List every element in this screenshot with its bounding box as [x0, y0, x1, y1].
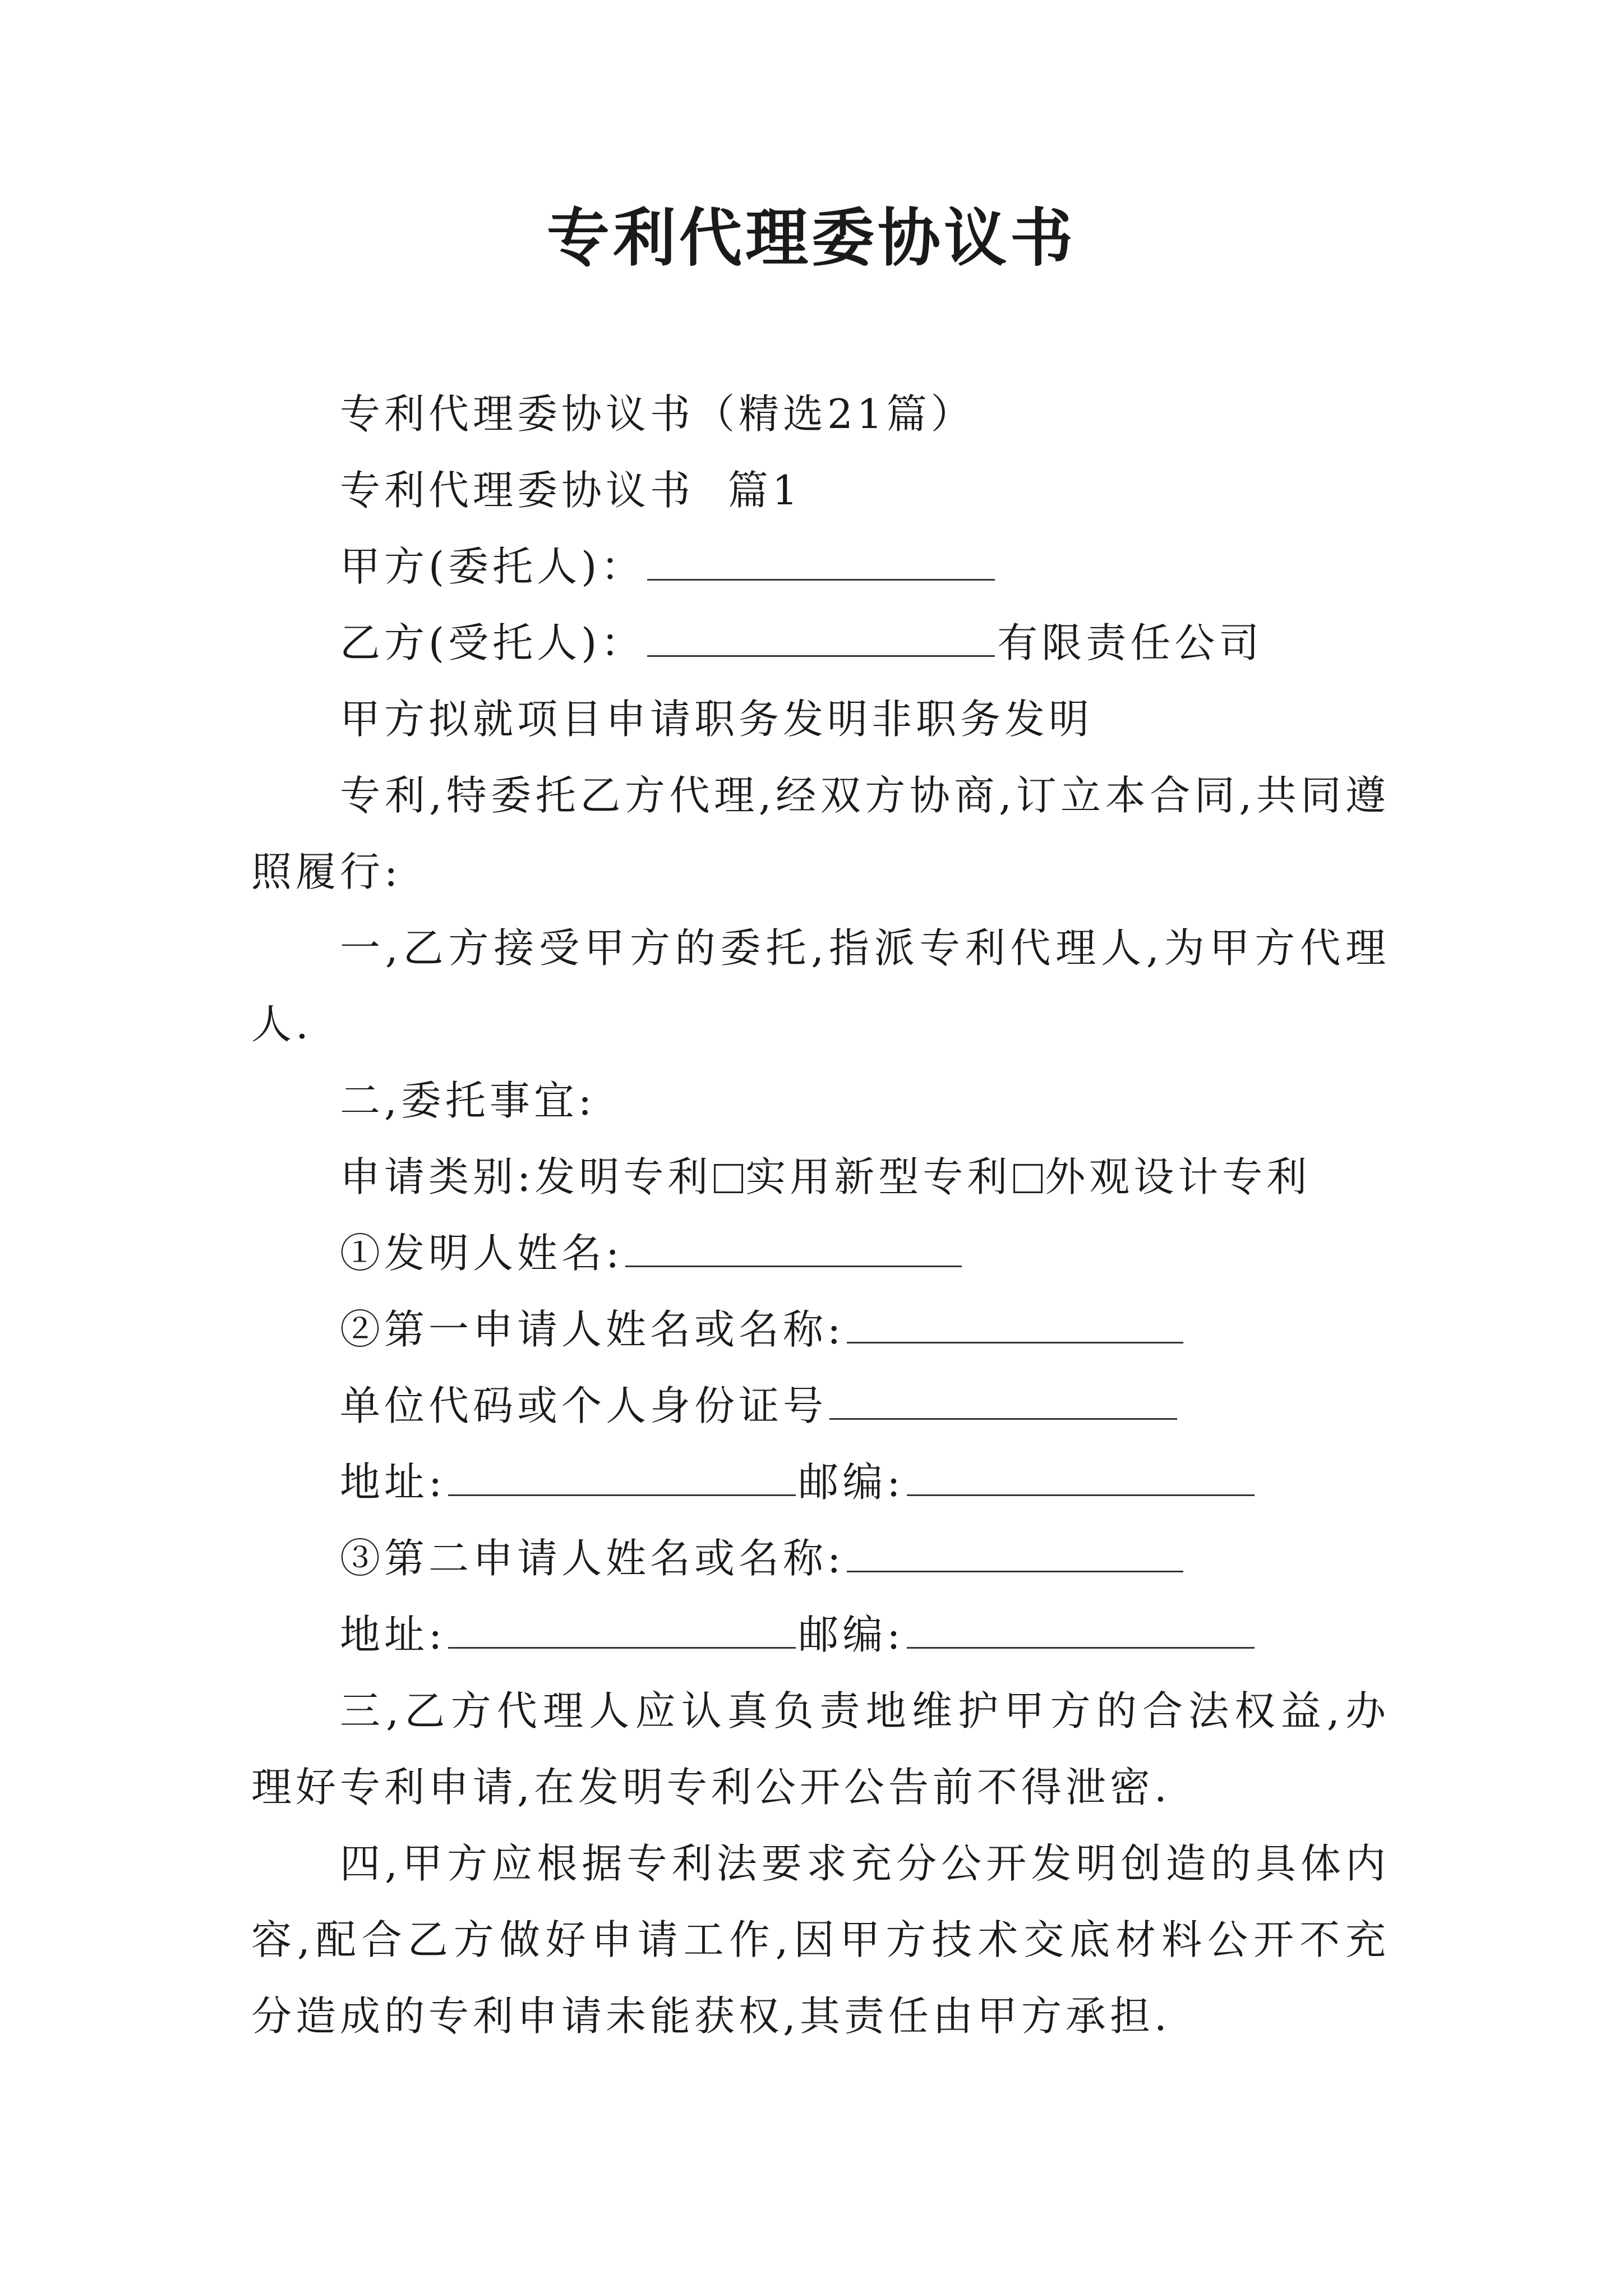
party-a-blank: [647, 545, 995, 581]
category-line: [251, 1139, 1390, 1215]
clause-2-title: 二,委托事宜:: [340, 1077, 596, 1124]
clause-3: 三,乙方代理人应认真负责地维护甲方的合法权益,办理好专利申请,在发明专利公开公告前不得泄密.: [251, 1687, 1390, 1811]
address-line-1: [251, 1444, 1390, 1520]
party-a-label: 甲方(委托人)：: [340, 543, 645, 590]
checkbox-invention: [714, 1164, 743, 1193]
category-option-design: 外观设计专利: [1045, 1153, 1311, 1200]
inventor-blank: [625, 1232, 962, 1267]
party-b-label: 乙方(受托人)：: [340, 619, 645, 666]
category-label: 申请类别:发明专利: [340, 1153, 712, 1200]
applicant-1-blank: [847, 1308, 1183, 1343]
postcode-blank: [907, 1613, 1255, 1649]
intro-line: 甲方拟就项目申请职务发明非职务发明: [340, 696, 1094, 743]
applicant-2-blank: [847, 1537, 1183, 1572]
id-line: [251, 1368, 1390, 1444]
applicant-1-label: ②第一申请人姓名或名称:: [340, 1306, 845, 1353]
postcode-blank: [907, 1461, 1255, 1496]
section-heading: 专利代理委协议书 篇1: [340, 467, 802, 514]
category-option-utility: 实用新型专利: [745, 1153, 1012, 1200]
party-b-blank: [647, 622, 995, 657]
document-body: [251, 376, 1390, 2054]
subtitle: 专利代理委协议书（精选21篇）: [340, 390, 975, 438]
address-line-2: [251, 1596, 1390, 1673]
postcode-label: 邮编:: [798, 1611, 905, 1658]
id-blank: [829, 1384, 1177, 1420]
inventor-label: ①发明人姓名:: [340, 1230, 624, 1277]
inventor-line: [251, 1215, 1390, 1291]
clause-1: 一,乙方接受甲方的委托,指派专利代理人,为甲方代理人.: [251, 924, 1390, 1048]
postcode-label: 邮编:: [798, 1458, 905, 1506]
id-label: 单位代码或个人身份证号: [340, 1382, 828, 1429]
party-a-line: [251, 528, 1390, 605]
checkbox-utility: [1013, 1164, 1043, 1193]
clause-4: 四,甲方应根据专利法要求充分公开发明创造的具体内容,配合乙方做好申请工作,因甲方技术交底材料公开不充分造成的专利申请未能获权,其责任由甲方承担.: [251, 1840, 1390, 2040]
address-label: 地址:: [340, 1611, 446, 1658]
applicant-2-line: [251, 1520, 1390, 1596]
address-label: 地址:: [340, 1458, 446, 1506]
address-blank: [448, 1613, 796, 1649]
party-b-line: [251, 605, 1390, 681]
intro-paragraph: 专利,特委托乙方代理,经双方协商,订立本合同,共同遵照履行:: [251, 772, 1390, 895]
applicant-1-line: [251, 1291, 1390, 1368]
document-title: 专利代理委协议书: [547, 201, 1076, 275]
address-blank: [448, 1461, 796, 1496]
applicant-2-label: ③第二申请人姓名或名称:: [340, 1535, 845, 1582]
party-b-suffix: 有限责任公司: [997, 619, 1264, 666]
